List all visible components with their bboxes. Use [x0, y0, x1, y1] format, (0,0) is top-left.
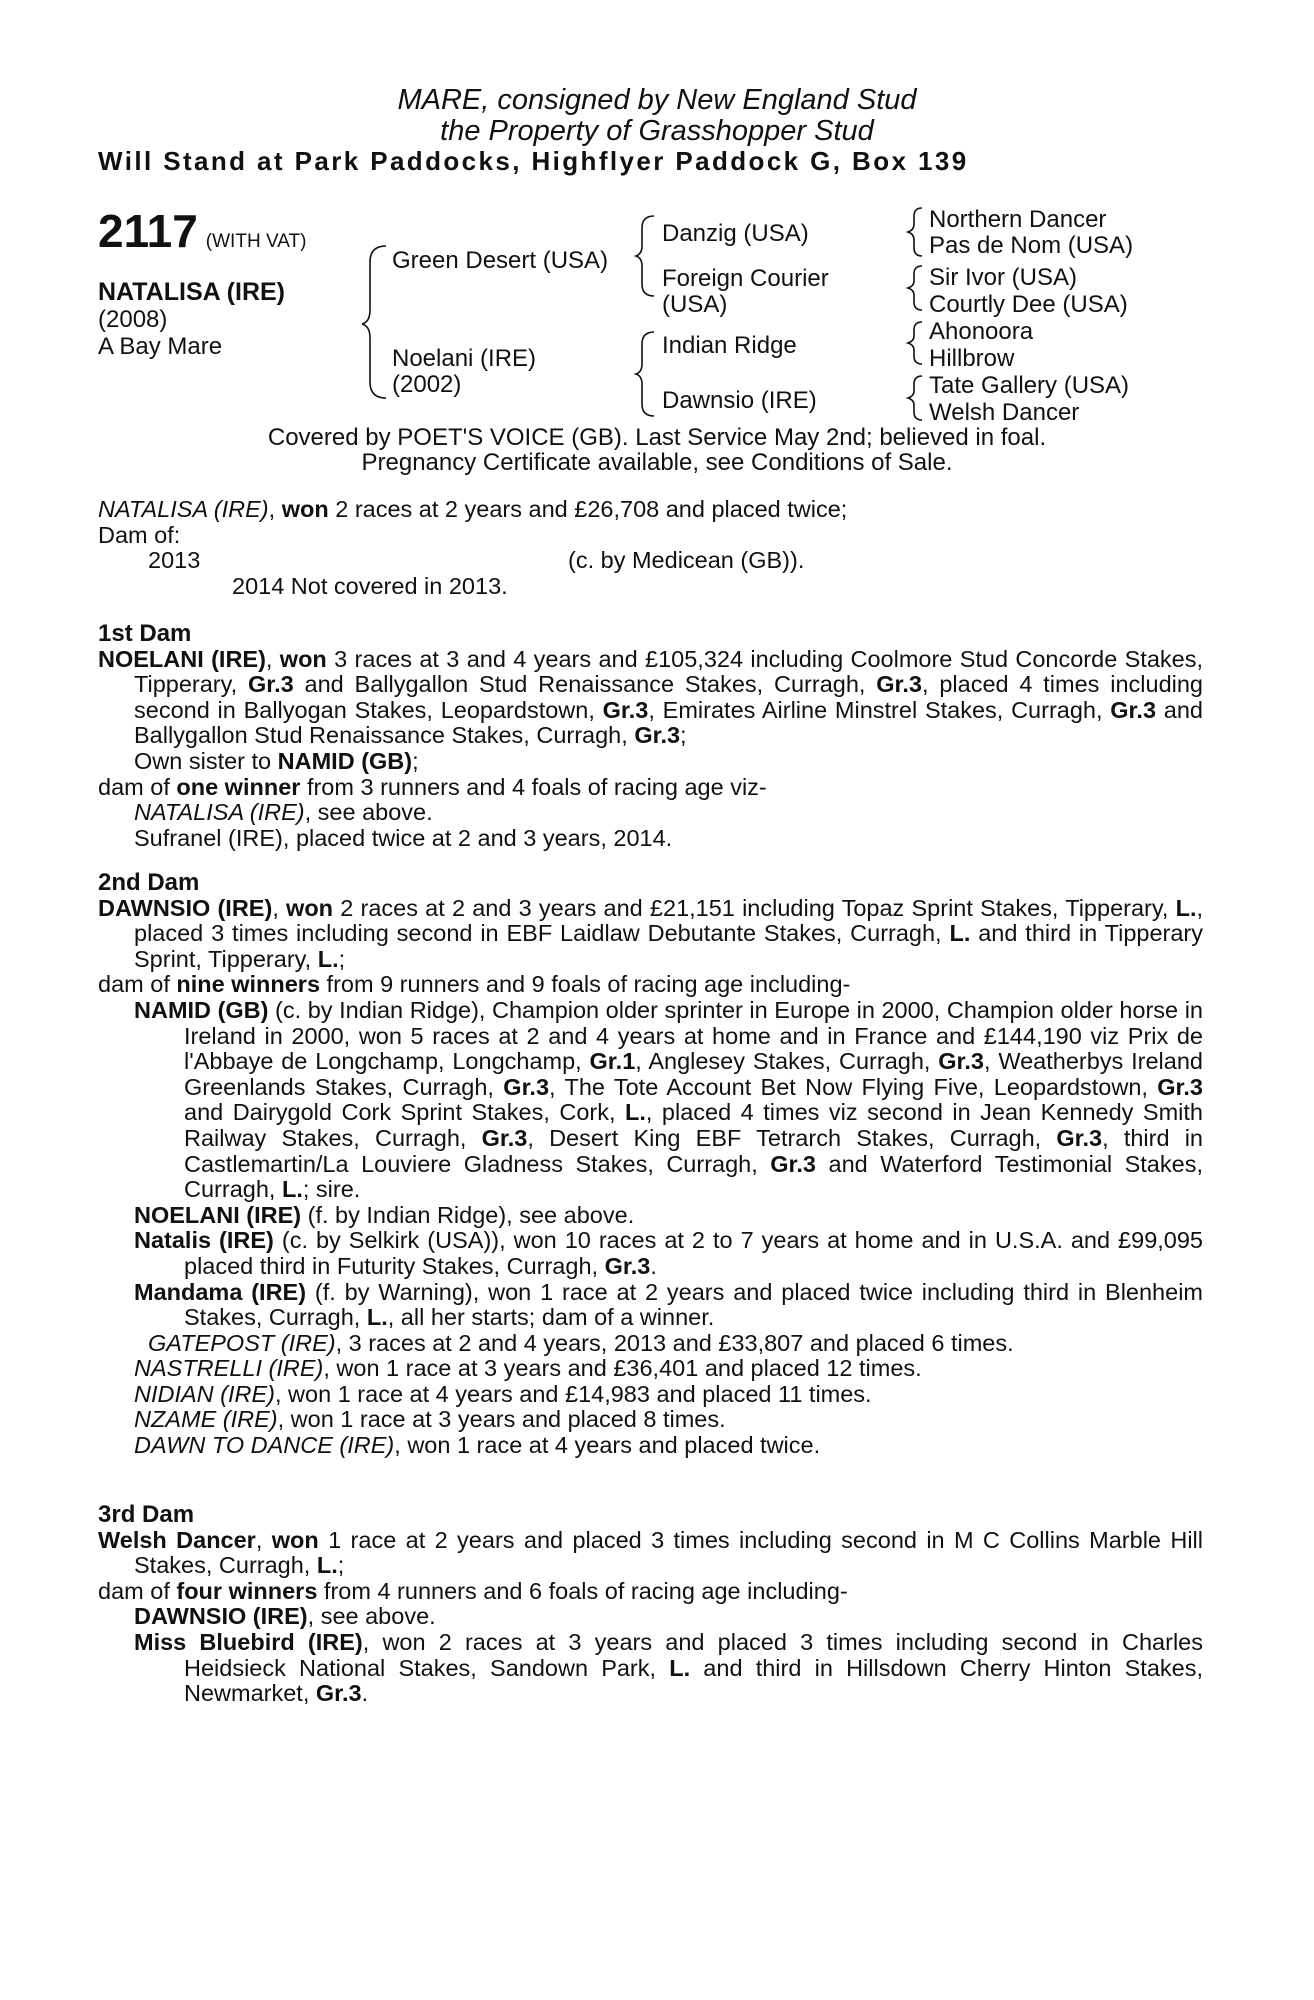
record-text: , Desert King EBF Tetrarch Stakes, Curragh, — [527, 1124, 1057, 1151]
pedigree-dam-sire: Indian Ridge — [662, 332, 797, 359]
record-text: from 9 runners and 9 foals of racing age including- — [320, 971, 851, 998]
sister-name: NAMID (GB) — [277, 747, 413, 774]
record-text: ; — [338, 945, 346, 972]
grade-label: Gr.3 — [604, 1252, 651, 1279]
pedigree-dam-dam: Dawnsio (IRE) — [662, 387, 817, 414]
progeny-name: Miss Bluebird (IRE) — [134, 1628, 363, 1655]
own-sister-line — [98, 749, 1203, 775]
dam-of-line — [98, 972, 1203, 998]
produce-text: 2 races at 2 years and £26,708 and placed twice; — [328, 496, 848, 522]
pedigree-sire-sire: Danzig (USA) — [662, 220, 809, 247]
record-text: , won 1 race at 3 years and £36,401 and placed 12 times. — [323, 1355, 922, 1382]
grade-label: Gr.3 — [315, 1680, 362, 1707]
record-text: and third in Tipperary Sprint, Tipperary, — [134, 920, 1203, 972]
record-text: (c. by Indian Ridge), Champion older sprinter in Europe in 2000, Champion older horse in Ireland in 2000, won 5 races at 2 and 4 years at home and in France and £144,190 viz Prix de l'Abbaye de Longchamp, Longchamp, — [184, 996, 1203, 1075]
grade-label: Gr.3 — [938, 1048, 984, 1075]
first-dam-section — [98, 621, 1203, 851]
progeny-item — [98, 800, 1203, 826]
pedigree-sds: Sir Ivor (USA) — [929, 264, 1078, 291]
vat-note: (WITH VAT) — [205, 231, 307, 252]
grade-label: Gr.1 — [589, 1048, 636, 1075]
third-dam-heading: 3rd Dam — [98, 1501, 195, 1528]
record-text: and Dairygold Cork Sprint Stakes, Cork, — [184, 1099, 625, 1126]
produce-section — [98, 497, 1203, 599]
progeny-item: Sufranel (IRE), placed twice at 2 and 3 years, 2014. — [134, 824, 673, 851]
listed-label: L. — [281, 1176, 303, 1203]
grade-label: Gr.3 — [770, 1150, 816, 1177]
grade-label: Gr.3 — [503, 1073, 550, 1100]
won-word: won — [281, 496, 329, 522]
pregnancy-line: Pregnancy Certificate available, see Conditions of Sale. — [361, 449, 953, 476]
record-text: , Weatherbys Ireland Greenlands Stakes, Curragh, — [184, 1048, 1203, 1100]
brace-gen1 — [362, 246, 386, 398]
progeny-name: NOELANI (IRE) — [134, 1201, 302, 1228]
won-word: won — [279, 645, 327, 672]
record-text: 1 race at 2 years and placed 3 times including second in M C Collins Marble Hill Stakes, Curragh, — [134, 1526, 1204, 1579]
pedigree-sire-dam-country: (USA) — [662, 291, 728, 318]
dam-of-label: Dam of: — [98, 521, 181, 548]
progeny-name: Natalis (IRE) — [134, 1227, 274, 1254]
winners-count: four winners — [176, 1577, 318, 1604]
stand-location: Will Stand at Park Paddocks, Highflyer Paddock G, Box 139 — [98, 146, 969, 176]
listed-label: L. — [316, 1552, 338, 1579]
won-word: won — [271, 1526, 319, 1553]
pedigree-dss: Ahonoora — [929, 318, 1034, 345]
record-text: and Waterford Testimonial Stakes, Curragh, — [184, 1150, 1203, 1203]
record-text: , see above. — [307, 1603, 436, 1630]
first-dam-name: NOELANI (IRE) — [98, 645, 266, 672]
produce-name: NATALISA (IRE) — [98, 496, 269, 522]
property-line: the Property of Grasshopper Stud — [440, 115, 874, 147]
progeny-namid — [98, 998, 1203, 1203]
record-text: and Ballygallon Stud Renaissance Stakes, Curragh, — [293, 671, 877, 698]
listed-label: L. — [625, 1099, 646, 1126]
brace-gen3-4 — [908, 376, 922, 420]
grade-label: Gr.3 — [247, 671, 294, 698]
record-text: ; — [412, 747, 419, 774]
record-text: 2 races at 2 and 3 years and £21,151 including Topaz Sprint Stakes, Tipperary, — [333, 894, 1176, 921]
grade-label: Gr.3 — [481, 1124, 528, 1151]
record-text: . — [650, 1252, 657, 1279]
progeny-miss-bluebird — [98, 1630, 1203, 1707]
pedigree-ddd: Welsh Dancer — [929, 399, 1080, 426]
record-text: 3 races at 3 and 4 years and £105,324 including Coolmore Stud Concorde Stakes, Tipperary, — [134, 645, 1203, 698]
progeny-name: NASTRELLI (IRE) — [134, 1355, 324, 1382]
horse-description: A Bay Mare — [98, 333, 223, 360]
record-text: , placed 4 times viz second in Jean Kennedy Smith Railway Stakes, Curragh, — [184, 1099, 1203, 1151]
progeny-name: Mandama (IRE) — [134, 1278, 307, 1305]
record-text: (f. by Warning), won 1 race at 2 years and placed twice including third in Blenheim Stakes, Curragh, — [184, 1278, 1203, 1331]
progeny-nidian — [98, 1382, 1203, 1408]
record-text: , all her starts; dam of a winner. — [387, 1304, 715, 1331]
second-dam-section — [98, 870, 1203, 1459]
first-dam-record: NOELANI (IRE), won 3 races at 3 and 4 years and £105,324 including Coolmore Stud Concorde Stakes, Tipperary, Gr.3 and Ballygallon Stud Renaissance Stakes, Curragh, Gr.3, placed 4 times including second in Ballyogan Stakes, Leopardstown, Gr.3, Emirates Airline Minstrel Stakes, Curragh, Gr.3 and Ballygallon Stud Renaissance Stakes, Curragh, Gr.3; — [98, 645, 1203, 749]
record-text: , placed 3 times including second in EBF Laidlaw Debutante Stakes, Curragh, — [134, 894, 1204, 947]
grade-label: Gr.3 — [602, 696, 649, 723]
third-dam-section — [98, 1502, 1203, 1707]
progeny-natalis — [98, 1228, 1203, 1279]
listed-label: L. — [949, 920, 971, 947]
grade-label: Gr.3 — [634, 722, 681, 749]
progeny-name: DAWNSIO (IRE) — [134, 1603, 308, 1630]
record-text: from 4 runners and 6 foals of racing age including- — [317, 1577, 848, 1604]
progeny-name: NIDIAN (IRE) — [134, 1380, 275, 1407]
progeny-nzame — [98, 1407, 1203, 1433]
pedigree-sdd: Courtly Dee (USA) — [929, 291, 1128, 318]
pedigree-dsd: Hillbrow — [929, 345, 1015, 372]
progeny-nastrelli — [98, 1356, 1203, 1382]
record-text: ; sire. — [302, 1176, 361, 1203]
foaling-year: (2008) — [98, 306, 168, 333]
progeny-name: DAWN TO DANCE (IRE) — [134, 1432, 395, 1459]
winners-count: nine winners — [176, 971, 321, 998]
won-word: won — [286, 894, 334, 921]
record-text: dam of — [98, 971, 177, 998]
record-text: from 3 runners and 4 foals of racing age viz- — [300, 773, 767, 800]
record-text: , third in Castlemartin/La Louviere Gladness Stakes, Curragh, — [184, 1124, 1204, 1177]
grade-label: Gr.3 — [1056, 1124, 1103, 1151]
pedigree-sire: Green Desert (USA) — [392, 247, 609, 274]
pedigree-dam-year: (2002) — [392, 371, 462, 398]
produce-2013-note: (c. by Medicean (GB)). — [568, 547, 805, 574]
produce-summary: NATALISA (IRE), won 2 races at 2 years and £26,708 and placed twice; — [98, 496, 848, 522]
record-text: , placed 4 times including second in Ballyogan Stakes, Leopardstown, — [134, 671, 1203, 723]
listed-label: L. — [1175, 894, 1197, 921]
winners-count: one winner — [176, 773, 301, 800]
record-text: , Anglesey Stakes, Curragh, — [635, 1048, 939, 1075]
record-text: , Emirates Airline Minstrel Stakes, Curragh, — [648, 696, 1111, 723]
brace-gen3-3 — [908, 322, 922, 364]
pedigree-dam: Noelani (IRE) — [392, 345, 537, 372]
progeny-name: GATEPOST (IRE) — [148, 1329, 336, 1356]
pedigree-sire-dam: Foreign Courier — [662, 265, 829, 292]
third-dam-record: Welsh Dancer, won 1 race at 2 years and placed 3 times including second in M C Collins Marble Hill Stakes, Curragh, L.; — [98, 1526, 1204, 1579]
consignor-line: MARE, consigned by New England Stud — [397, 84, 917, 116]
record-text: ; — [337, 1552, 345, 1579]
progeny-mandama — [98, 1280, 1203, 1331]
progeny-noelani — [98, 1203, 1203, 1229]
dam-of-line — [98, 1579, 1203, 1605]
record-text: (f. by Indian Ridge), see above. — [301, 1201, 635, 1228]
grade-label: Gr.3 — [1157, 1073, 1203, 1100]
record-text: , see above. — [304, 799, 433, 826]
dam-of-line — [98, 775, 1203, 801]
record-text: (c. by Selkirk (USA)), won 10 races at 2 to 7 years at home and in U.S.A. and £99,095 placed third in Futurity Stakes, Curragh, — [184, 1227, 1203, 1279]
record-text: dam of — [98, 1577, 177, 1604]
record-text: . — [361, 1680, 369, 1707]
progeny-dawn-to-dance — [98, 1433, 1203, 1459]
lot-number-value: 2117 — [98, 205, 198, 257]
record-text: , 3 races at 2 and 4 years, 2013 and £33,807 and placed 6 times. — [335, 1329, 1014, 1356]
record-text: , won 2 races at 3 years and placed 3 times including second in Charles Heidsieck National Stakes, Sandown Park, — [184, 1628, 1203, 1681]
pedigree-brackets — [0, 0, 1314, 440]
listed-label: L. — [317, 945, 339, 972]
progeny-name: NZAME (IRE) — [134, 1406, 278, 1433]
brace-gen2-dam — [636, 332, 654, 416]
listed-label: L. — [669, 1654, 691, 1681]
record-text: and third in Hillsdown Cherry Hinton Stakes, Newmarket, — [184, 1654, 1204, 1707]
produce-2013 — [98, 548, 1203, 574]
second-dam-name: DAWNSIO (IRE) — [98, 894, 273, 921]
produce-2013-year: 2013 — [148, 547, 201, 574]
pedigree-sss: Northern Dancer — [929, 206, 1107, 233]
record-text: , won 1 race at 3 years and placed 8 times. — [277, 1406, 726, 1433]
second-dam-record: DAWNSIO (IRE), won 2 races at 2 and 3 years and £21,151 including Topaz Sprint Stakes, Tipperary, L., placed 3 times including second in EBF Laidlaw Debutante Stakes, Curragh, L. and third in Tipperary Sprint, Tipperary, L.; — [98, 894, 1204, 972]
listed-label: L. — [366, 1304, 388, 1331]
covered-line: Covered by POET'S VOICE (GB). Last Service May 2nd; believed in foal. — [267, 424, 1047, 451]
brace-gen2-sire — [636, 216, 654, 296]
pedigree-ssd: Pas de Nom (USA) — [929, 232, 1134, 259]
progeny-name: NATALISA (IRE) — [134, 799, 305, 826]
pedigree-dds: Tate Gallery (USA) — [929, 372, 1130, 399]
record-text: and Ballygallon Stud Renaissance Stakes, Curragh, — [134, 696, 1203, 749]
record-text: , won 1 race at 4 years and £14,983 and placed 11 times. — [275, 1380, 872, 1407]
progeny-gatepost — [98, 1331, 1203, 1357]
third-dam-name: Welsh Dancer — [98, 1526, 256, 1553]
record-text: , won 1 race at 4 years and placed twice. — [394, 1432, 821, 1459]
brace-gen3-2 — [908, 266, 922, 310]
horse-name: NATALISA (IRE) — [98, 278, 286, 306]
produce-2014: 2014 Not covered in 2013. — [232, 572, 508, 599]
record-text: Own sister to — [134, 747, 278, 774]
progeny-dawnsio — [98, 1604, 1203, 1630]
grade-label: Gr.3 — [876, 671, 922, 698]
progeny-name: NAMID (GB) — [134, 996, 269, 1023]
record-text: ; — [680, 722, 687, 749]
record-text: , The Tote Account Bet Now Flying Five, Leopardstown, — [549, 1073, 1158, 1100]
brace-gen3-1 — [908, 208, 922, 256]
grade-label: Gr.3 — [1110, 696, 1157, 723]
second-dam-heading: 2nd Dam — [98, 869, 200, 896]
first-dam-heading: 1st Dam — [98, 620, 192, 647]
record-text: dam of — [98, 773, 177, 800]
